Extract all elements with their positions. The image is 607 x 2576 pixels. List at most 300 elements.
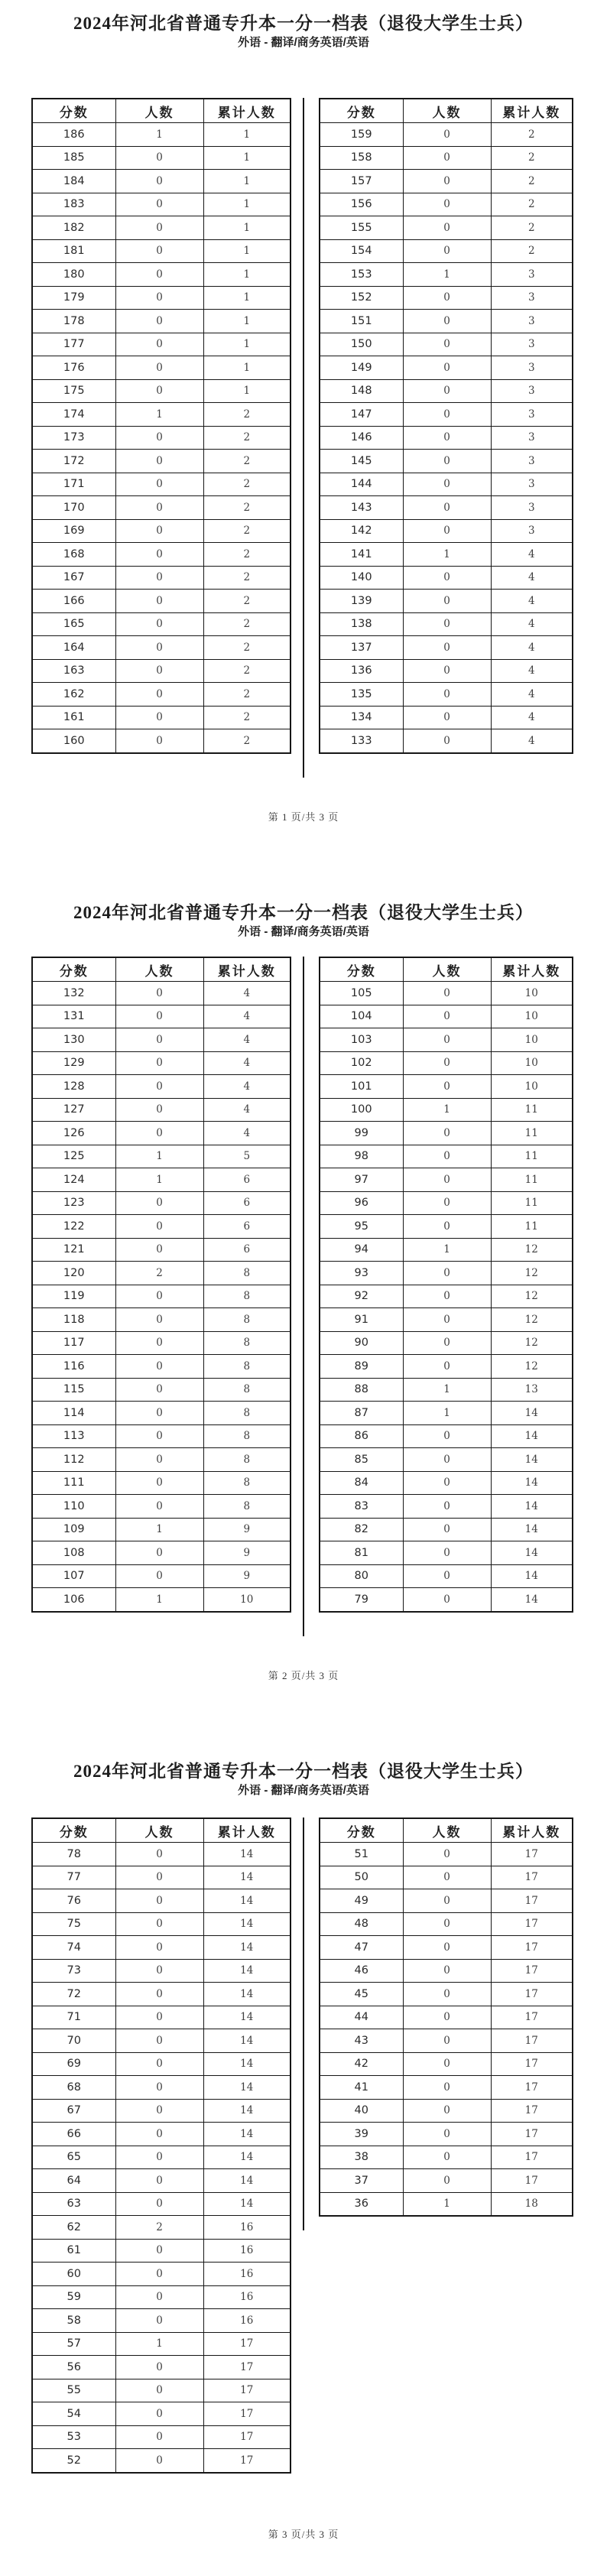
table-row [320,403,573,427]
count-cell: 0 [115,1402,203,1425]
score-cell: 153 [320,263,403,287]
count-cell: 1 [403,543,491,567]
score-cell: 93 [320,1262,403,1285]
cumulative-cell: 12 [491,1308,573,1332]
cumulative-cell: 14 [491,1424,573,1448]
score-cell: 166 [32,590,115,613]
count-cell: 0 [115,1424,203,1448]
page-footer: 第 1 页/共 3 页 [268,811,339,823]
table-row [320,333,573,356]
table-row [32,1262,291,1285]
count-cell: 0 [115,1983,203,2006]
cumulative-cell: 1 [203,379,291,403]
cumulative-cell: 12 [491,1238,573,1262]
score-cell: 89 [320,1355,403,1379]
table-row [32,1843,291,1866]
table-row [32,1402,291,1425]
table-row [320,1331,573,1355]
cumulative-cell: 17 [491,1843,573,1866]
table-row [320,2123,573,2146]
table-row [32,1912,291,1936]
count-cell: 0 [115,1541,203,1565]
score-cell: 176 [32,356,115,380]
score-cell: 51 [320,1843,403,1866]
score-cell: 97 [320,1168,403,1192]
score-cell: 172 [32,450,115,473]
score-cell: 184 [32,170,115,193]
count-cell: 1 [403,2192,491,2216]
cumulative-cell: 12 [491,1285,573,1308]
table-row [320,683,573,707]
count-cell: 1 [115,1145,203,1168]
table-row [32,2123,291,2146]
column-header: 累计人数 [203,957,291,982]
count-cell: 1 [115,2332,203,2356]
table-row [32,2263,291,2286]
table-row [32,193,291,216]
column-header: 累计人数 [491,1818,573,1843]
table-row [32,1936,291,1960]
cumulative-cell: 4 [491,566,573,590]
cumulative-cell: 4 [203,1051,291,1075]
cumulative-cell: 8 [203,1285,291,1308]
cumulative-cell: 1 [203,286,291,310]
cumulative-cell: 12 [491,1331,573,1355]
count-cell: 0 [115,1448,203,1472]
cumulative-cell: 17 [491,1866,573,1889]
cumulative-cell: 2 [203,426,291,450]
cumulative-cell: 3 [491,403,573,427]
score-cell: 104 [320,1005,403,1028]
score-cell: 155 [320,216,403,240]
table-row [32,2425,291,2449]
count-cell: 0 [403,1005,491,1028]
count-cell: 0 [403,1028,491,1052]
table-row [32,1145,291,1168]
score-cell: 48 [320,1912,403,1936]
table-row [32,566,291,590]
count-cell: 0 [403,170,491,193]
table-row [32,2146,291,2169]
count-cell: 0 [403,2076,491,2100]
count-cell: 0 [115,543,203,567]
count-cell: 0 [403,1843,491,1866]
score-cell: 92 [320,1285,403,1308]
count-cell: 0 [115,356,203,380]
cumulative-cell: 2 [203,519,291,543]
cumulative-cell: 2 [203,543,291,567]
count-cell: 0 [115,496,203,520]
score-table-left [31,98,291,754]
score-cell: 45 [320,1983,403,2006]
score-cell: 134 [320,706,403,729]
count-cell: 0 [115,2076,203,2100]
cumulative-cell: 6 [203,1191,291,1215]
count-cell: 0 [403,982,491,1005]
count-cell: 0 [115,379,203,403]
count-cell: 0 [115,982,203,1005]
table-row [32,1518,291,1541]
cumulative-cell: 16 [203,2216,291,2240]
cumulative-cell: 14 [203,1983,291,2006]
table-row [32,2216,291,2240]
count-cell: 0 [115,1122,203,1145]
score-cell: 121 [32,1238,115,1262]
score-cell: 135 [320,683,403,707]
score-cell: 139 [320,590,403,613]
table-row [320,1122,573,1145]
count-cell: 0 [403,612,491,636]
cumulative-cell: 3 [491,473,573,496]
count-cell: 0 [115,1564,203,1588]
table-row [320,543,573,567]
table-row [320,426,573,450]
count-cell: 0 [115,590,203,613]
score-cell: 67 [32,2099,115,2123]
table-row [320,659,573,683]
score-cell: 90 [320,1331,403,1355]
count-cell: 0 [115,1075,203,1099]
score-cell: 37 [320,2169,403,2193]
score-cell: 68 [32,2076,115,2100]
table-row [320,1308,573,1332]
count-cell: 1 [115,123,203,147]
page-subtitle: 外语 - 翻译/商务英语/英语 [238,1784,369,1797]
cumulative-cell: 3 [491,286,573,310]
count-cell: 0 [403,1495,491,1519]
table-row [320,1495,573,1519]
cumulative-cell: 14 [203,2099,291,2123]
table-row [32,1075,291,1099]
table-row [32,706,291,729]
count-cell: 0 [115,2309,203,2333]
table-row [32,1588,291,1612]
table-row [320,263,573,287]
column-header: 分数 [320,99,403,123]
score-cell: 126 [32,1122,115,1145]
table-row [32,1471,291,1495]
count-cell: 0 [403,1191,491,1215]
table-row [320,1843,573,1866]
table-row [32,2099,291,2123]
score-cell: 130 [32,1028,115,1052]
cumulative-cell: 3 [491,263,573,287]
count-cell: 0 [115,2192,203,2216]
cumulative-cell: 10 [491,982,573,1005]
cumulative-cell: 2 [491,216,573,240]
cumulative-cell: 8 [203,1424,291,1448]
score-table-right [319,98,573,754]
count-cell: 0 [115,1866,203,1889]
page-footer: 第 2 页/共 3 页 [268,1670,339,1681]
count-cell: 0 [403,333,491,356]
score-cell: 146 [320,426,403,450]
column-header: 分数 [320,1818,403,1843]
table-row [32,1331,291,1355]
cumulative-cell: 14 [203,1936,291,1960]
score-cell: 137 [320,636,403,660]
table-row [32,239,291,263]
cumulative-cell: 4 [491,543,573,567]
cumulative-cell: 2 [203,473,291,496]
score-cell: 142 [320,519,403,543]
cumulative-cell: 1 [203,146,291,170]
header-row [320,1818,573,1843]
score-cell: 150 [320,333,403,356]
header-row [320,99,573,123]
count-cell: 0 [403,2029,491,2053]
cumulative-cell: 2 [203,729,291,753]
score-cell: 41 [320,2076,403,2100]
score-table-right [319,957,573,1613]
table-row [320,170,573,193]
count-cell: 0 [115,1495,203,1519]
page-subtitle: 外语 - 翻译/商务英语/英语 [238,36,369,49]
cumulative-cell: 14 [203,2123,291,2146]
count-cell: 0 [403,659,491,683]
cumulative-cell: 14 [203,2146,291,2169]
count-cell: 0 [403,1912,491,1936]
count-cell: 0 [115,2425,203,2449]
table-row [32,590,291,613]
score-cell: 127 [32,1098,115,1122]
cumulative-cell: 14 [203,2006,291,2029]
table-row [32,286,291,310]
score-cell: 157 [320,170,403,193]
cumulative-cell: 8 [203,1331,291,1355]
count-cell: 0 [115,2449,203,2473]
cumulative-cell: 1 [203,263,291,287]
count-cell: 0 [403,426,491,450]
count-cell: 0 [403,286,491,310]
count-cell: 0 [115,286,203,310]
table-row [32,333,291,356]
column-header: 累计人数 [491,99,573,123]
cumulative-cell: 16 [203,2239,291,2263]
cumulative-cell: 14 [203,2076,291,2100]
score-cell: 132 [32,982,115,1005]
score-cell: 136 [320,659,403,683]
score-cell: 50 [320,1866,403,1889]
count-cell: 0 [115,566,203,590]
score-cell: 36 [320,2192,403,2216]
table-row [32,1959,291,1983]
cumulative-cell: 1 [203,310,291,333]
cumulative-cell: 12 [491,1262,573,1285]
score-cell: 53 [32,2425,115,2449]
table-row [320,1541,573,1565]
count-cell: 0 [115,2239,203,2263]
column-header: 分数 [32,957,115,982]
count-cell: 0 [115,1308,203,1332]
count-cell: 0 [403,2169,491,2193]
cumulative-cell: 9 [203,1564,291,1588]
cumulative-cell: 2 [203,496,291,520]
table-divider [303,98,304,778]
score-cell: 49 [320,1889,403,1913]
cumulative-cell: 8 [203,1402,291,1425]
table-divider [303,1817,304,2230]
table-row [320,1912,573,1936]
cumulative-cell: 17 [491,1983,573,2006]
count-cell: 0 [115,1028,203,1052]
table-row [320,2076,573,2100]
cumulative-cell: 17 [491,2123,573,2146]
column-header: 累计人数 [203,1818,291,1843]
score-cell: 64 [32,2169,115,2193]
table-divider [303,957,304,1636]
count-cell: 0 [403,450,491,473]
count-cell: 0 [403,356,491,380]
count-cell: 0 [403,146,491,170]
count-cell: 0 [403,706,491,729]
table-row [320,1355,573,1379]
table-row [320,496,573,520]
table-row [320,123,573,147]
cumulative-cell: 16 [203,2309,291,2333]
score-cell: 88 [320,1378,403,1402]
score-cell: 122 [32,1215,115,1239]
score-cell: 163 [32,659,115,683]
cumulative-cell: 3 [491,519,573,543]
score-cell: 159 [320,123,403,147]
cumulative-cell: 1 [203,216,291,240]
count-cell: 0 [115,2402,203,2426]
count-cell: 0 [403,2052,491,2076]
table-row [320,1098,573,1122]
count-cell: 1 [403,1378,491,1402]
count-cell: 1 [403,263,491,287]
column-header: 分数 [32,99,115,123]
table-row [320,1936,573,1960]
cumulative-cell: 14 [203,2029,291,2053]
cumulative-cell: 8 [203,1355,291,1379]
score-cell: 131 [32,1005,115,1028]
score-cell: 113 [32,1424,115,1448]
table-row [32,1424,291,1448]
count-cell: 0 [403,566,491,590]
table-row [320,216,573,240]
cumulative-cell: 17 [491,1889,573,1913]
count-cell: 0 [403,636,491,660]
table-row [320,1448,573,1472]
score-cell: 61 [32,2239,115,2263]
table-row [320,982,573,1005]
cumulative-cell: 3 [491,356,573,380]
count-cell: 0 [115,1843,203,1866]
table-row [320,1588,573,1612]
table-row [32,2309,291,2333]
score-cell: 140 [320,566,403,590]
score-cell: 154 [320,239,403,263]
table-row [32,1448,291,1472]
table-row [32,636,291,660]
score-cell: 162 [32,683,115,707]
cumulative-cell: 11 [491,1098,573,1122]
cumulative-cell: 11 [491,1191,573,1215]
count-cell: 0 [115,612,203,636]
score-cell: 180 [32,263,115,287]
score-cell: 160 [32,729,115,753]
table-row [32,2006,291,2029]
score-cell: 87 [320,1402,403,1425]
count-cell: 0 [115,1936,203,1960]
cumulative-cell: 5 [203,1145,291,1168]
cumulative-cell: 1 [203,239,291,263]
count-cell: 0 [115,1191,203,1215]
table-row [320,1215,573,1239]
cumulative-cell: 17 [491,2006,573,2029]
count-cell: 0 [403,590,491,613]
count-cell: 2 [115,2216,203,2240]
cumulative-cell: 18 [491,2192,573,2216]
cumulative-cell: 9 [203,1518,291,1541]
score-cell: 174 [32,403,115,427]
count-cell: 0 [403,496,491,520]
table-row [32,2239,291,2263]
table-row [32,1191,291,1215]
table-row [32,450,291,473]
score-cell: 91 [320,1308,403,1332]
table-row [32,379,291,403]
count-cell: 0 [115,1285,203,1308]
score-cell: 102 [320,1051,403,1075]
table-row [32,1983,291,2006]
score-cell: 158 [320,146,403,170]
count-cell: 0 [403,1448,491,1472]
score-cell: 43 [320,2029,403,2053]
count-cell: 0 [403,1215,491,1239]
score-cell: 62 [32,2216,115,2240]
cumulative-cell: 8 [203,1378,291,1402]
score-cell: 169 [32,519,115,543]
cumulative-cell: 16 [203,2285,291,2309]
cumulative-cell: 3 [491,450,573,473]
cumulative-cell: 14 [491,1564,573,1588]
count-cell: 0 [403,1471,491,1495]
score-cell: 148 [320,379,403,403]
score-cell: 177 [32,333,115,356]
score-cell: 52 [32,2449,115,2473]
table-row [320,193,573,216]
cumulative-cell: 17 [491,1959,573,1983]
cumulative-cell: 4 [203,982,291,1005]
count-cell: 1 [115,1588,203,1612]
score-cell: 96 [320,1191,403,1215]
count-cell: 0 [115,1355,203,1379]
table-row [320,1168,573,1192]
count-cell: 0 [115,1959,203,1983]
table-row [32,1355,291,1379]
cumulative-cell: 8 [203,1308,291,1332]
count-cell: 0 [403,1518,491,1541]
page-title: 2024年河北省普通专升本一分一档表（退役大学生士兵） [73,903,534,922]
count-cell: 0 [403,1308,491,1332]
score-cell: 72 [32,1983,115,2006]
score-cell: 178 [32,310,115,333]
table-row [320,473,573,496]
cumulative-cell: 14 [203,2169,291,2193]
score-cell: 74 [32,1936,115,1960]
table-row [32,426,291,450]
cumulative-cell: 4 [203,1005,291,1028]
count-cell: 2 [115,1262,203,1285]
header-row [32,957,291,982]
cumulative-cell: 4 [491,729,573,753]
count-cell: 0 [115,1098,203,1122]
score-cell: 116 [32,1355,115,1379]
cumulative-cell: 4 [491,659,573,683]
